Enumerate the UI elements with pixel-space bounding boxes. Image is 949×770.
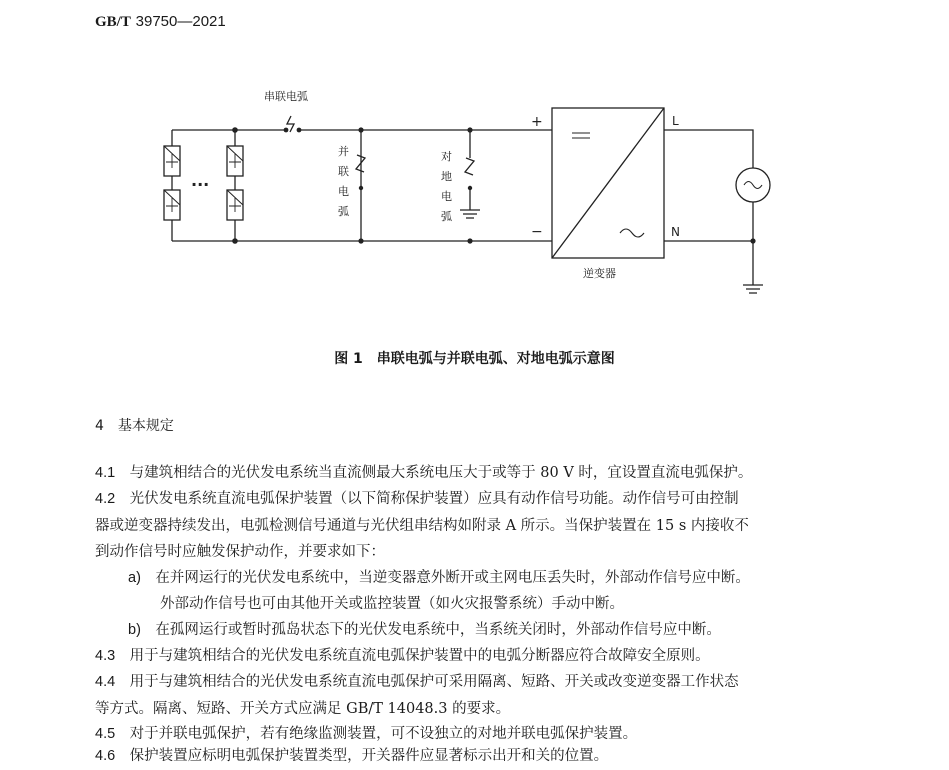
item-text: 在孤网运行或暂时孤岛状态下的光伏发电系统中，当系统关闭时，外部动作信号应中断。 <box>155 622 721 638</box>
parallel-arc-label <box>338 144 349 218</box>
plus-label: + <box>531 114 543 130</box>
item-b <box>128 617 721 644</box>
clause-number: 4.1 <box>95 465 116 481</box>
clause-4-6 <box>95 743 855 770</box>
svg-text:电: 电 <box>441 190 452 203</box>
ac-line-L <box>664 130 753 168</box>
clause-4-3 <box>95 643 855 670</box>
clause-text: 到动作信号时应触发保护动作，并要求如下： <box>95 544 385 560</box>
arc-diagram <box>0 0 949 340</box>
svg-text:并: 并 <box>338 145 349 158</box>
ac-symbol <box>620 229 644 237</box>
svg-text:对: 对 <box>441 150 452 163</box>
item-a-cont: 外部动作信号也可由其他开关或监控装置（如火灾报警系统）手动中断。 <box>160 596 624 612</box>
clause-text: 保护装置应标明电弧保护装置类型，开关器件应显著标示出开和关的位置。 <box>129 748 609 764</box>
L-label: L <box>672 114 679 128</box>
minus-label: − <box>531 224 543 240</box>
item-a <box>128 565 750 592</box>
clause-4-1 <box>95 460 855 487</box>
clause-text: 用于与建筑相结合的光伏发电系统直流电弧保护装置中的电弧分断器应符合故障安全原则。 <box>129 648 710 664</box>
ellipsis: ··· <box>191 175 210 194</box>
svg-text:联: 联 <box>338 165 349 178</box>
clause-number: 4.6 <box>95 748 116 764</box>
item-text: 在并网运行的光伏发电系统中，当逆变器意外断开或主网电压丢失时，外部动作信号应中断。 <box>155 570 750 586</box>
clause-4-4 <box>95 669 855 722</box>
N-label: N <box>671 225 680 239</box>
svg-text:弧: 弧 <box>338 205 349 218</box>
item-label: a) <box>128 570 141 586</box>
clause-text: 光伏发电系统直流电弧保护装置（以下简称保护装置）应具有动作信号功能。动作信号可由控制 <box>129 491 739 507</box>
clause-text: 等方式。隔离、短路、开关方式应满足 GB/T 14048.3 的要求。 <box>95 700 511 717</box>
item-label: b) <box>128 622 141 638</box>
clause-number: 4.4 <box>95 674 116 690</box>
inverter-diagonal <box>552 108 664 258</box>
ground-symbol <box>460 210 480 218</box>
svg-text:弧: 弧 <box>441 210 452 223</box>
clause-text: 对于并联电弧保护，若有绝缘监测装置，可不设独立的对地并联电弧保护装置。 <box>129 726 638 742</box>
clause-text: 用于与建筑相结合的光伏发电系统直流电弧保护可采用隔离、短路、开关或改变逆变器工作状态 <box>129 674 739 690</box>
standard-number: 39750—2021 <box>135 13 226 30</box>
clause-text: 器或逆变器持续发出，电弧检测信号通道与光伏组串结构如附录 A 所示。当保护装置在 15 s 内接收不 <box>95 517 749 534</box>
section-number: 4 <box>95 418 104 434</box>
inverter-label: 逆变器 <box>583 267 616 280</box>
svg-text:地: 地 <box>441 170 452 183</box>
clause-4-2 <box>95 486 855 566</box>
figure-caption: 图 1 串联电弧与并联电弧、对地电弧示意图 <box>334 351 615 367</box>
ground-arc-zigzag <box>465 158 474 175</box>
ground-arc-label <box>441 149 452 223</box>
clause-text: 与建筑相结合的光伏发电系统当直流侧最大系统电压大于或等于 80 V 时，宜设置直流电弧保护。 <box>129 465 753 481</box>
clause-number: 4.5 <box>95 726 116 742</box>
sine-icon <box>744 182 762 189</box>
grid-ground-symbol <box>743 241 763 293</box>
series-arc-label: 串联电弧 <box>264 90 308 103</box>
clause-number: 4.3 <box>95 648 116 664</box>
section-heading <box>95 415 174 435</box>
clause-number: 4.2 <box>95 491 116 507</box>
standard-code: GB/T <box>95 14 131 30</box>
svg-text:电: 电 <box>338 185 349 198</box>
section-title: 基本规定 <box>117 418 174 434</box>
